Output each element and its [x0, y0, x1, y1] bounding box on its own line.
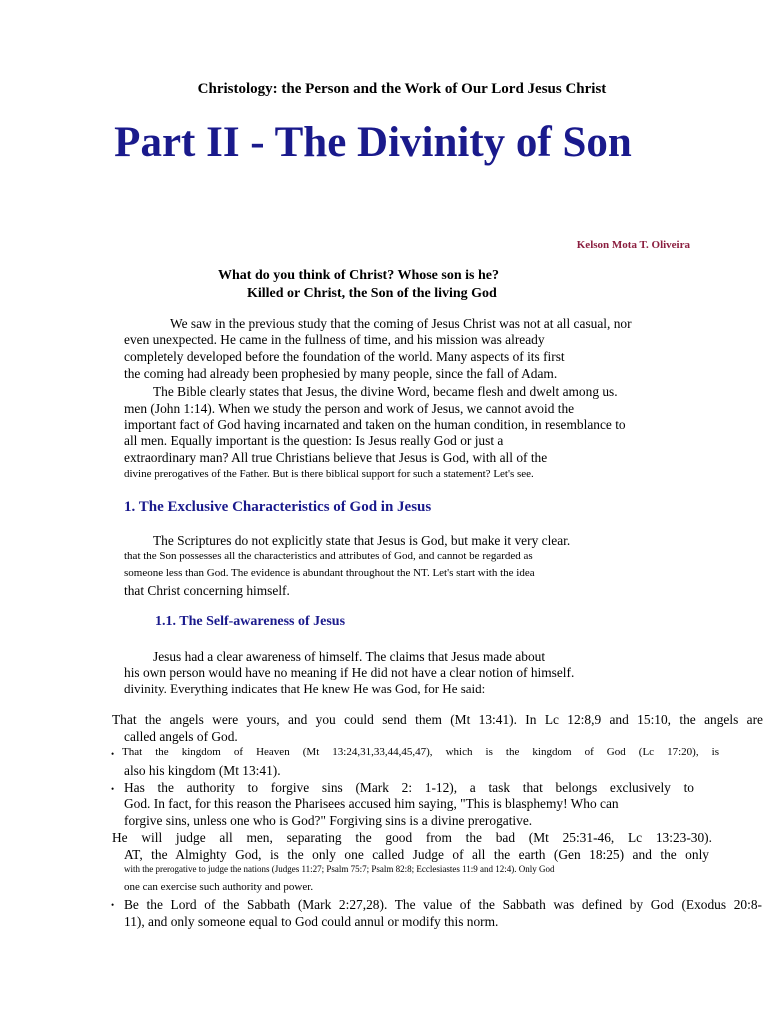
intro-line: The Bible clearly states that Jesus, the divine Word, became flesh and dwelt among us. — [153, 384, 618, 399]
intro-line: important fact of God having incarnated and taken on the human condition, in resemblance to — [124, 417, 626, 432]
list-line: also his kingdom (Mt 13:41). — [124, 763, 281, 778]
section1-line: someone less than God. The evidence is abundant throughout the NT. Let's start with the idea — [124, 567, 535, 579]
intro-line: men (John 1:14). When we study the person and work of Jesus, we cannot avoid the — [124, 401, 575, 416]
section1-line: that the Son possesses all the characteristics and attributes of God, and cannot be regarded as — [124, 550, 533, 562]
section11-line: Jesus had a clear awareness of himself. The claims that Jesus made about — [153, 649, 546, 664]
list-line: with the prerogative to judge the nations (Judges 11:27; Psalm 75:7; Psalm 82:8; Ecclesiastes 11:9 and 12:4). Only God — [124, 864, 555, 874]
list-line: called angels of God. — [124, 729, 238, 744]
list-line: That the kingdom of Heaven (Mt 13:24,31,33,44,45,47), which is the kingdom of God (Lc 17:20), is — [122, 746, 719, 758]
question-line-2: Killed or Christ, the Son of the living God — [247, 286, 497, 301]
bullet-icon: • — [111, 784, 115, 794]
top-heading: Christology: the Person and the Work of Our Lord Jesus Christ — [197, 81, 607, 97]
section-heading: 1. The Exclusive Characteristics of God in Jesus — [124, 499, 432, 515]
intro-line: even unexpected. He came in the fullness of time, and his mission was already — [124, 332, 545, 347]
list-line: one can exercise such authority and power. — [124, 881, 314, 893]
subsection-heading: 1.1. The Self-awareness of Jesus — [155, 614, 346, 629]
list-line: Has the authority to forgive sins (Mark 2: 1-12), a task that belongs exclusively to — [124, 780, 694, 795]
list-line: AT, the Almighty God, is the only one called Judge of all the earth (Gen 18:25) and the only — [124, 847, 709, 862]
intro-line: We saw in the previous study that the coming of Jesus Christ was not at all casual, nor — [170, 316, 632, 331]
intro-line: divine prerogatives of the Father. But is there biblical support for such a statement? Let's see. — [124, 468, 534, 480]
question-line-1: What do you think of Christ? Whose son is he? — [218, 268, 499, 283]
bullet-icon: • — [111, 749, 115, 759]
author-name: Kelson Mota T. Oliveira — [576, 239, 690, 251]
intro-line: the coming had already been prophesied by many people, since the fall of Adam. — [124, 366, 558, 381]
list-line: 11), and only someone equal to God could annul or modify this norm. — [124, 914, 499, 929]
list-line: Be the Lord of the Sabbath (Mark 2:27,28). The value of the Sabbath was defined by God (Exodus 20:8- — [124, 897, 762, 912]
list-line: That the angels were yours, and you could send them (Mt 13:41). In Lc 12:8,9 and 15:10, the angels are — [112, 712, 763, 727]
section11-line: divinity. Everything indicates that He knew He was God, for He said: — [124, 681, 486, 696]
intro-line: all men. Equally important is the question: Is Jesus really God or just a — [124, 433, 504, 448]
list-line: God. In fact, for this reason the Pharisees accused him saying, "This is blasphemy! Who can — [124, 796, 619, 811]
section1-line: that Christ concerning himself. — [124, 583, 290, 598]
list-line: forgive sins, unless one who is God?" Forgiving sins is a divine prerogative. — [124, 813, 533, 828]
bullet-icon: • — [111, 900, 115, 910]
section1-line: The Scriptures do not explicitly state that Jesus is God, but make it very clear. — [153, 533, 571, 548]
page-title: Part II - The Divinity of Son — [114, 119, 632, 166]
section11-line: his own person would have no meaning if He did not have a clear notion of himself. — [124, 665, 575, 680]
intro-line: extraordinary man? All true Christians believe that Jesus is God, with all of the — [124, 450, 548, 465]
intro-line: completely developed before the foundation of the world. Many aspects of its first — [124, 349, 565, 364]
list-line: He will judge all men, separating the good from the bad (Mt 25:31-46, Lc 13:23-30). — [112, 830, 712, 845]
